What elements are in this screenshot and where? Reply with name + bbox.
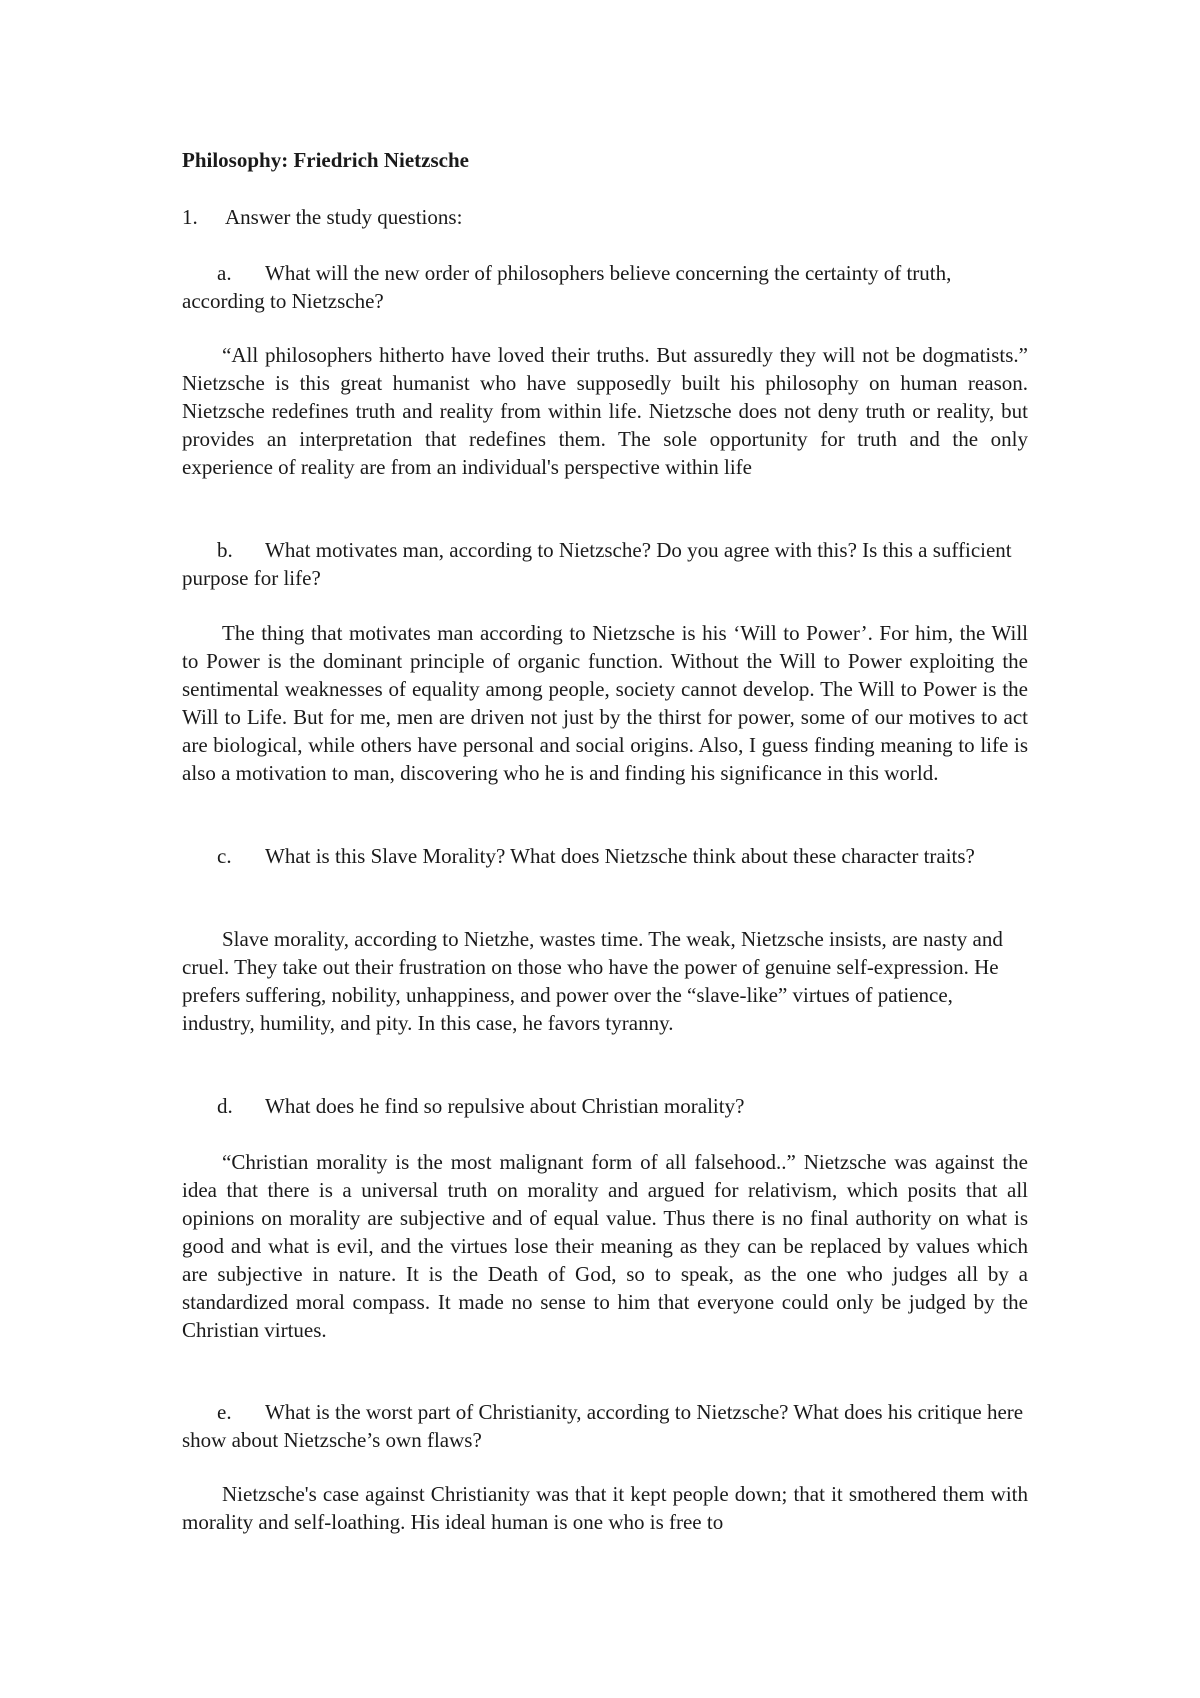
instruction-text: Answer the study questions: [225, 205, 463, 229]
answer-e: Nietzsche's case against Christianity was that it kept people down; that it smothered them with morality and self-loathing. His ideal human is one who is free to [182, 1482, 1028, 1534]
question-text: What will the new order of philosophers believe concerning the certainty of truth, according to Nietzsche? [182, 261, 952, 313]
question-letter: a. [217, 261, 232, 285]
question-b [182, 536, 1028, 592]
instruction-line [182, 203, 462, 231]
answer-c: Slave morality, according to Nietzhe, wastes time. The weak, Nietzsche insists, are nasty and cruel. They take out their frustration on those who have the power of genuine self-expression. He prefers suffering, nobility, unhappiness, and power over the “slave-like” virtues of patience, industry, humility, and pity. In this case, he favors tyranny. [182, 927, 1003, 1035]
question-letter: b. [217, 538, 233, 562]
question-letter: c. [217, 844, 232, 868]
document-title: Philosophy: Friedrich Nietzsche [182, 148, 469, 172]
question-letter: e. [217, 1400, 232, 1424]
question-text: What motivates man, according to Nietzsche? Do you agree with this? Is this a sufficient purpose for life? [182, 538, 1012, 590]
question-d [182, 1092, 1028, 1120]
question-text: What is this Slave Morality? What does Nietzsche think about these character traits? [265, 844, 975, 868]
question-a [182, 259, 1028, 315]
question-text: What is the worst part of Christianity, according to Nietzsche? What does his critique here show about Nietzsche’s own flaws? [182, 1400, 1024, 1452]
question-text: What does he find so repulsive about Christian morality? [265, 1094, 745, 1118]
question-e [182, 1398, 1028, 1454]
answer-a: “All philosophers hitherto have loved their truths. But assuredly they will not be dogmatists.” Nietzsche is this great humanist who have supposedly built his philosophy on human reason. Nietzsche redefines truth and reality from within life. Nietzsche does not deny truth or reality, but provides an interpretation that redefines them. The sole opportunity for truth and the only experience of reality are from an individual's perspective within life [182, 343, 1028, 479]
question-c [182, 842, 1028, 870]
answer-d: “Christian morality is the most malignant form of all falsehood..” Nietzsche was against the idea that there is a universal truth on morality and argued for relativism, which posits that all opinions on morality are subjective and of equal value. Thus there is no final authority on what is good and what is evil, and the virtues lose their meaning as they can be replaced by values which are subjective in nature. It is the Death of God, so to speak, as the one who judges all by a standardized moral compass. It made no sense to him that everyone could only be judged by the Christian virtues. [182, 1150, 1028, 1342]
instruction-number: 1. [182, 205, 198, 229]
answer-b: The thing that motivates man according to Nietzsche is his ‘Will to Power’. For him, the Will to Power is the dominant principle of organic function. Without the Will to Power exploiting the sentimental weaknesses of equality among people, society cannot develop. The Will to Power is the Will to Life. But for me, men are driven not just by the thirst for power, some of our motives to act are biological, while others have personal and social origins. Also, I guess finding meaning to life is also a motivation to man, discovering who he is and finding his significance in this world. [182, 621, 1028, 785]
question-letter: d. [217, 1094, 233, 1118]
